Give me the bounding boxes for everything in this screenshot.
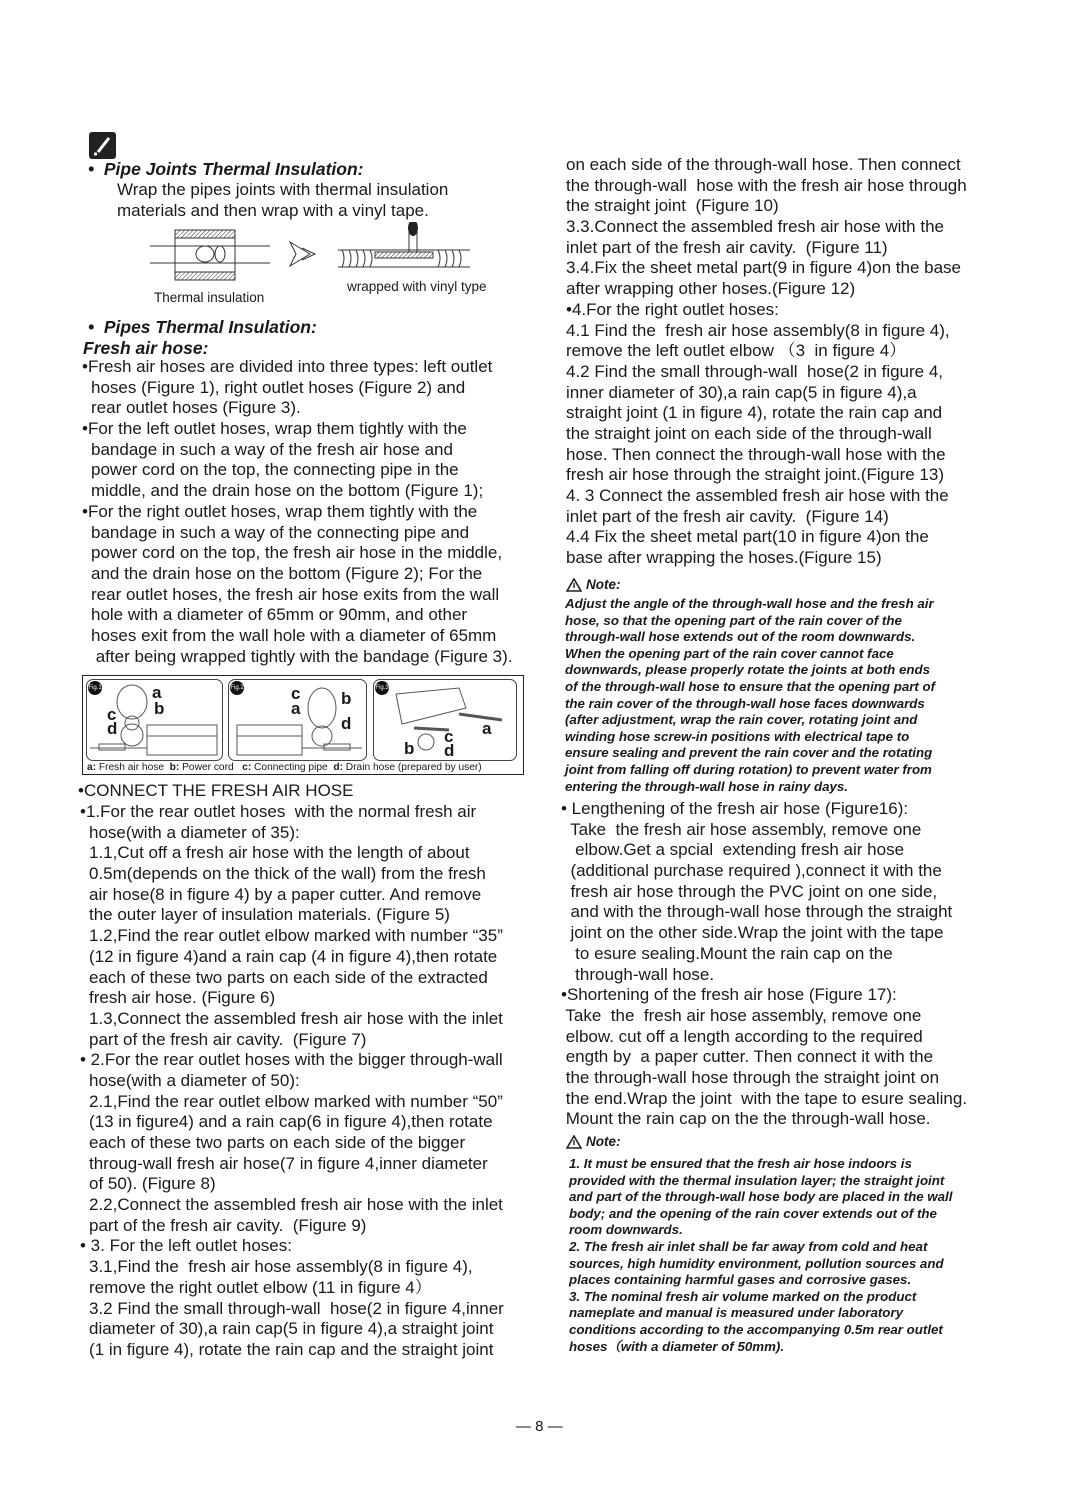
left-outlet-paragraph bbox=[82, 419, 483, 502]
note-label: Note: bbox=[586, 577, 621, 592]
label-a: a bbox=[482, 719, 492, 738]
text-line: middle, and the drain hose on the bottom (Figure 1); bbox=[91, 481, 484, 501]
figure-2-panel bbox=[228, 679, 367, 761]
text-line: the through-wall hose with the fresh air hose through bbox=[566, 175, 967, 195]
text-line: ength by a paper cutter. Then connect it with the bbox=[561, 1047, 934, 1067]
text-line: elbow.Get a spcial extending fresh air hose bbox=[561, 840, 905, 860]
text-line: 3. The nominal fresh air volume marked on the product bbox=[569, 1288, 917, 1304]
vinyl-tape-caption: wrapped with vinyl type bbox=[347, 279, 487, 294]
text-line: of 50). (Figure 8) bbox=[89, 1174, 216, 1194]
label-b: b bbox=[154, 699, 165, 718]
text-line: base after wrapping the hoses.(Figure 15) bbox=[566, 548, 882, 568]
note-1-title bbox=[566, 577, 621, 592]
figure-1-badge: Fig.1 bbox=[88, 681, 102, 695]
text-line: ensure sealing and prevent the rain cover and the rotating bbox=[565, 745, 933, 761]
legend-key-d: d: bbox=[333, 762, 343, 773]
text-line: rear outlet hoses (Figure 3). bbox=[91, 398, 301, 418]
hose-arrangement-figures bbox=[82, 675, 524, 775]
text-line: places containing harmful gases and corrosive gases. bbox=[569, 1272, 912, 1288]
fresh-air-hose-subheading: Fresh air hose: bbox=[83, 338, 209, 358]
text-line: body; and the opening of the rain cover extends out of the bbox=[569, 1205, 937, 1221]
text-line: air hose(8 in figure 4) by a paper cutter. And remove bbox=[89, 884, 482, 904]
figure-legend bbox=[87, 762, 482, 773]
hose-length-instructions bbox=[561, 799, 967, 1130]
legend-drain-hose: Drain hose (prepared by user) bbox=[342, 762, 482, 773]
text-line: inlet part of the fresh air cavity. (Figure 14) bbox=[566, 506, 889, 526]
text-line: straight joint (1 in figure 4), rotate the rain cap and bbox=[566, 403, 943, 423]
text-line: the outer layer of insulation materials. (Figure 5) bbox=[89, 905, 450, 925]
text-line: each of these two parts on each side of the extracted bbox=[89, 967, 488, 987]
legend-key-b: b: bbox=[169, 762, 180, 773]
legend-connecting-pipe: Connecting pipe bbox=[251, 762, 334, 773]
text-line: hole with a diameter of 65mm or 90mm, and other bbox=[91, 605, 468, 625]
text-line: 4. 3 Connect the assembled fresh air hose with the bbox=[566, 486, 949, 505]
text-line: 3.3.Connect the assembled fresh air hose with the bbox=[566, 217, 944, 237]
note-2-title bbox=[566, 1134, 621, 1149]
label-c: c bbox=[107, 705, 117, 724]
warning-triangle-icon bbox=[566, 578, 582, 592]
figure-3-badge: Fig.3 bbox=[375, 681, 389, 695]
text-line: 3.1,Find the fresh air hose assembly(8 in figure 4), bbox=[89, 1257, 473, 1277]
text-line: hose. Then connect the through-wall hose with the bbox=[566, 444, 946, 464]
warning-triangle-icon bbox=[566, 1135, 582, 1149]
thermal-insulation-caption: Thermal insulation bbox=[154, 290, 265, 305]
text-line: • 3. For the left outlet hoses: bbox=[80, 1236, 292, 1256]
text-line: through-wall hose extends out of the room downwards. bbox=[565, 629, 916, 645]
text-line: (additional purchase required ),connect it with the bbox=[561, 861, 942, 881]
text-line: on each side of the through-wall hose. Then connect bbox=[566, 155, 961, 174]
figure-2-badge: Fig.2 bbox=[230, 681, 244, 695]
text-line: inner diameter of 30),a rain cap(5 in figure 4),a bbox=[566, 382, 917, 402]
text-line: materials and then wrap with a vinyl tape. bbox=[117, 200, 429, 220]
text-line: 1.2,Find the rear outlet elbow marked with number “35” bbox=[89, 926, 503, 946]
text-line: winding hose screw-in positions with electrical tape to bbox=[565, 728, 910, 744]
text-line: 2.2,Connect the assembled fresh air hose with the inlet bbox=[89, 1195, 503, 1215]
text-line: to esure sealing.Mount the rain cap on the bbox=[561, 943, 893, 963]
text-line: 4.2 Find the small through-wall hose(2 in figure 4, bbox=[566, 361, 944, 381]
text-line: the through-wall hose through the straight joint on bbox=[561, 1067, 940, 1087]
label-a: a bbox=[291, 699, 301, 718]
text-line: Adjust the angle of the through-wall hose and the fresh air bbox=[565, 596, 934, 611]
connect-heading: •CONNECT THE FRESH AIR HOSE bbox=[78, 781, 354, 800]
figure-3-panel bbox=[373, 679, 517, 761]
text-line: • Lengthening of the fresh air hose (Figure16): bbox=[561, 799, 909, 818]
text-line: the straight joint on each side of the through-wall bbox=[566, 423, 932, 443]
label-d: d bbox=[107, 719, 118, 738]
text-line: fresh air hose through the straight joint.(Figure 13) bbox=[566, 465, 944, 485]
text-line: elbow. cut off a length according to the required bbox=[561, 1026, 923, 1046]
text-line: part of the fresh air cavity. (Figure 7) bbox=[89, 1029, 367, 1049]
text-line: •For the left outlet hoses, wrap them tightly with the bbox=[82, 419, 467, 438]
text-line: provided with the thermal insulation layer; the straight joint bbox=[569, 1172, 945, 1188]
text-line: of the through-wall hose to ensure that the opening part of bbox=[565, 678, 936, 694]
text-line: (13 in figure4) and a rain cap(6 in figure 4),then rotate bbox=[89, 1112, 493, 1132]
figure-1-panel bbox=[86, 679, 223, 761]
text-line: fresh air hose through the PVC joint on one side, bbox=[561, 881, 938, 901]
label-d: d bbox=[341, 714, 352, 733]
text-line: the rain cover of the through-wall hose faces downwards bbox=[565, 695, 925, 711]
text-line: hoses exit from the wall hole with a diameter of 65mm bbox=[91, 626, 497, 646]
text-line: hose(with a diameter of 50): bbox=[89, 1070, 300, 1090]
text-line: 0.5m(depends on the thick of the wall) from the fresh bbox=[89, 864, 486, 884]
text-line: diameter of 30),a rain cap(5 in figure 4),a straight joint bbox=[89, 1319, 494, 1339]
text-line: •Fresh air hoses are divided into three types: left outlet bbox=[82, 357, 493, 376]
text-line: through-wall hose. bbox=[561, 964, 715, 984]
text-line: 1.1,Cut off a fresh air hose with the length of about bbox=[89, 843, 470, 863]
text-line: after wrapping other hoses.(Figure 12) bbox=[566, 279, 856, 299]
text-line: the end.Wrap the joint with the tape to esure sealing. bbox=[561, 1088, 968, 1108]
text-line: downwards, please properly rotate the joints at both ends bbox=[565, 662, 930, 678]
text-line: (1 in figure 4), rotate the rain cap and the straight joint bbox=[89, 1339, 494, 1359]
note-1-text bbox=[565, 596, 935, 795]
label-b: b bbox=[404, 739, 415, 758]
text-line: bandage in such a way of the connecting pipe and bbox=[91, 522, 470, 542]
text-line: sources, high humidity environment, pollution sources and bbox=[569, 1255, 944, 1271]
connect-instructions bbox=[80, 802, 504, 1361]
text-line: inlet part of the fresh air cavity. (Figure 11) bbox=[566, 237, 888, 257]
text-line: 4.1 Find the fresh air hose assembly(8 in figure 4), bbox=[566, 320, 950, 340]
text-line: throug-wall fresh air hose(7 in figure 4,inner diameter bbox=[89, 1153, 488, 1173]
text-line: after being wrapped tightly with the bandage (Figure 3). bbox=[91, 646, 513, 666]
note-label: Note: bbox=[586, 1134, 621, 1149]
text-line: 3.4.Fix the sheet metal part(9 in figure 4)on the base bbox=[566, 258, 962, 278]
right-outlet-paragraph bbox=[82, 502, 512, 668]
text-line: 2. The fresh air inlet shall be far away from cold and heat bbox=[569, 1238, 928, 1254]
pipe-joint-insulation-figure bbox=[150, 222, 480, 282]
text-line: Mount the rain cap on the the through-wall hose. bbox=[561, 1109, 931, 1129]
text-line: power cord on the top, the connecting pipe in the bbox=[91, 460, 459, 480]
text-line: room downwards. bbox=[569, 1222, 683, 1238]
text-line: remove the left outlet elbow （3 in figure 4） bbox=[566, 341, 907, 361]
text-line: nameplate and manual is measured under laboratory bbox=[569, 1305, 903, 1321]
label-c: c bbox=[291, 684, 301, 703]
text-line: rear outlet hoses, the fresh air hose exits from the wall bbox=[91, 584, 500, 604]
text-line: hose(with a diameter of 35): bbox=[89, 822, 300, 842]
right-outlet-instructions bbox=[566, 155, 967, 569]
text-line: (12 in figure 4)and a rain cap (4 in figure 4),then rotate bbox=[89, 946, 498, 966]
label-d: d bbox=[444, 741, 455, 760]
text-line: •Shortening of the fresh air hose (Figure 17): bbox=[561, 985, 897, 1005]
text-line: and the drain hose on the bottom (Figure 2); For the bbox=[91, 564, 483, 584]
text-line: 3.2 Find the small through-wall hose(2 in figure 4,inner bbox=[89, 1298, 504, 1318]
text-line: •1.For the rear outlet hoses with the normal fresh air bbox=[80, 802, 477, 821]
section-heading-pipes: • Pipes Thermal Insulation: bbox=[88, 317, 317, 337]
hose-types-paragraph bbox=[82, 357, 492, 419]
text-line: Wrap the pipes joints with thermal insulation bbox=[117, 180, 449, 199]
text-line: power cord on the top, the fresh air hose in the middle, bbox=[91, 543, 503, 563]
pencil-note-icon bbox=[89, 132, 116, 159]
text-line: •4.For the right outlet hoses: bbox=[566, 299, 779, 319]
text-line: 4.4 Fix the sheet metal part(10 in figure 4)on the bbox=[566, 527, 929, 547]
text-line: 1. It must be ensured that the fresh air hose indoors is bbox=[569, 1156, 912, 1171]
text-line: joint on the other side.Wrap the joint with the tape bbox=[561, 923, 944, 943]
text-line: •For the right outlet hoses, wrap them tightly with the bbox=[82, 502, 478, 521]
label-a: a bbox=[152, 683, 162, 702]
text-line: hose, so that the opening part of the rain cover of the bbox=[565, 612, 902, 628]
text-line: (after adjustment, wrap the rain cover, rotating joint and bbox=[565, 712, 918, 728]
text-line: When the opening part of the rain cover cannot face bbox=[565, 645, 894, 661]
pipe-joints-text bbox=[108, 180, 448, 221]
legend-key-c: c: bbox=[242, 762, 252, 773]
text-line: entering the through-wall hose in rainy days. bbox=[565, 778, 848, 794]
text-line: • 2.For the rear outlet hoses with the bigger through-wall bbox=[80, 1050, 503, 1070]
legend-key-a: a: bbox=[87, 762, 97, 773]
text-line: hoses（with a diameter of 50mm). bbox=[569, 1338, 785, 1354]
section-heading-pipe-joints: • Pipe Joints Thermal Insulation: bbox=[88, 159, 364, 179]
text-line: joint from falling off during rotation) to prevent water from bbox=[565, 761, 932, 777]
text-line: Take the fresh air hose assembly, remove one bbox=[561, 1005, 922, 1025]
text-line: hoses (Figure 1), right outlet hoses (Figure 2) and bbox=[91, 377, 466, 397]
text-line: each of these two parts on each side of the bigger bbox=[89, 1133, 466, 1152]
label-b: b bbox=[341, 689, 352, 708]
text-line: 2.1,Find the rear outlet elbow marked with number “50” bbox=[89, 1091, 503, 1111]
text-line: bandage in such a way of the fresh air hose and bbox=[91, 439, 453, 459]
text-line: remove the right outlet elbow (11 in figure 4） bbox=[89, 1277, 432, 1297]
note-2-text bbox=[569, 1156, 952, 1355]
text-line: and part of the through-wall hose body are placed in the wall bbox=[569, 1189, 953, 1205]
legend-fresh-air-hose: Fresh air hose bbox=[96, 762, 170, 773]
text-line: 1.3,Connect the assembled fresh air hose with the inlet bbox=[89, 1008, 503, 1028]
text-line: the straight joint (Figure 10) bbox=[566, 196, 779, 216]
text-line: fresh air hose. (Figure 6) bbox=[89, 988, 276, 1008]
page-number: — 8 — bbox=[516, 1418, 563, 1435]
text-line: Take the fresh air hose assembly, remove one bbox=[561, 819, 922, 839]
label-c: c bbox=[444, 727, 454, 746]
text-line: part of the fresh air cavity. (Figure 9) bbox=[89, 1215, 367, 1235]
text-line: conditions according to the accompanying 0.5m rear outlet bbox=[569, 1321, 943, 1337]
legend-power-cord: Power cord bbox=[179, 762, 243, 773]
text-line: and with the through-wall hose through the straight bbox=[561, 902, 953, 922]
